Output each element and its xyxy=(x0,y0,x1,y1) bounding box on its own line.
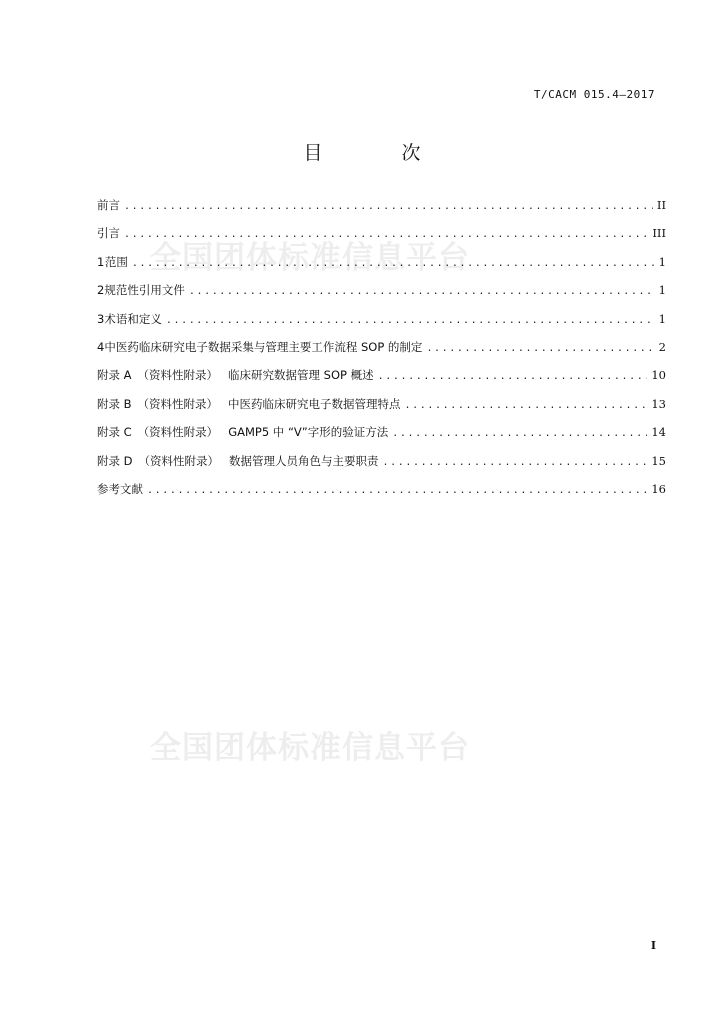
toc-entry-page: 15 xyxy=(651,453,666,468)
toc-entry-page: III xyxy=(652,226,666,241)
toc-entry-number: 4 xyxy=(97,339,105,354)
appendix-type: （资料性附录） xyxy=(137,425,219,440)
toc-entry-title: 范围 xyxy=(104,254,128,269)
dot-leader xyxy=(378,368,648,386)
toc-entry-title: 规范性引用文件 xyxy=(104,283,185,298)
toc-entry-page: 13 xyxy=(651,396,666,411)
toc-entry-number: 2 xyxy=(97,283,105,298)
appendix-label: 附录 C xyxy=(97,425,132,440)
dot-leader xyxy=(166,312,655,330)
table-of-contents xyxy=(97,196,666,508)
appendix-label: 附录 D xyxy=(97,453,133,468)
toc-entry-page: II xyxy=(656,198,666,212)
toc-entry-page: 14 xyxy=(651,425,666,440)
toc-entry-bibliography[interactable] xyxy=(97,480,666,508)
dot-leader xyxy=(132,255,655,273)
toc-entry-title: 术语和定义 xyxy=(104,311,162,326)
dot-leader xyxy=(426,340,654,358)
toc-entry-number: 1 xyxy=(97,254,105,269)
standard-number: T/CACM 015.4—2017 xyxy=(533,88,655,101)
watermark: 全国团体标准信息平台 xyxy=(150,730,470,766)
toc-entry-title: 引言 xyxy=(97,226,120,241)
toc-entry-appendix-b[interactable] xyxy=(97,395,666,423)
toc-entry-page: 2 xyxy=(658,339,666,354)
toc-entry-appendix-c[interactable] xyxy=(97,423,666,451)
toc-entry-scope[interactable] xyxy=(97,253,666,281)
appendix-type: （资料性附录） xyxy=(137,368,219,383)
toc-entry-page: 1 xyxy=(658,311,666,326)
toc-entry-sop-workflow[interactable] xyxy=(97,338,666,366)
toc-entry-number: 3 xyxy=(97,311,105,326)
watermark: 全国团体标准信息平台 xyxy=(150,240,470,276)
toc-entry-appendix-a[interactable] xyxy=(97,366,666,394)
toc-entry-foreword[interactable] xyxy=(97,196,666,224)
appendix-label: 附录 A xyxy=(97,368,132,383)
appendix-type: （资料性附录） xyxy=(138,453,220,468)
toc-entry-title: 临床研究数据管理 SOP 概述 xyxy=(228,368,374,383)
toc-entry-page: 1 xyxy=(658,254,666,269)
toc-entry-normative-references[interactable] xyxy=(97,281,666,309)
dot-leader xyxy=(124,226,648,244)
toc-entry-title: 中医药临床研究电子数据管理特点 xyxy=(228,396,401,411)
appendix-type: （资料性附录） xyxy=(137,396,219,411)
toc-entry-introduction[interactable] xyxy=(97,224,666,252)
dot-leader xyxy=(392,425,647,443)
page-number: I xyxy=(650,939,656,952)
toc-entry-title: 数据管理人员角色与主要职责 xyxy=(229,453,379,468)
dot-leader xyxy=(383,454,648,472)
dot-leader xyxy=(124,198,653,216)
dot-leader xyxy=(147,482,647,500)
toc-entry-page: 16 xyxy=(651,481,666,496)
dot-leader xyxy=(405,397,648,415)
toc-entry-appendix-d[interactable] xyxy=(97,452,666,480)
toc-entry-title: 参考文献 xyxy=(97,481,143,496)
appendix-label: 附录 B xyxy=(97,396,132,411)
toc-title: 目 次 xyxy=(303,142,451,164)
toc-entry-page: 1 xyxy=(658,283,666,298)
toc-entry-title: GAMP5 中 “V”字形的验证方法 xyxy=(228,425,389,440)
toc-entry-title: 前言 xyxy=(97,198,120,212)
toc-entry-title: 中医药临床研究电子数据采集与管理主要工作流程 SOP 的制定 xyxy=(104,339,423,354)
toc-entry-page: 10 xyxy=(651,368,666,383)
toc-entry-terms-definitions[interactable] xyxy=(97,310,666,338)
dot-leader xyxy=(189,283,655,301)
